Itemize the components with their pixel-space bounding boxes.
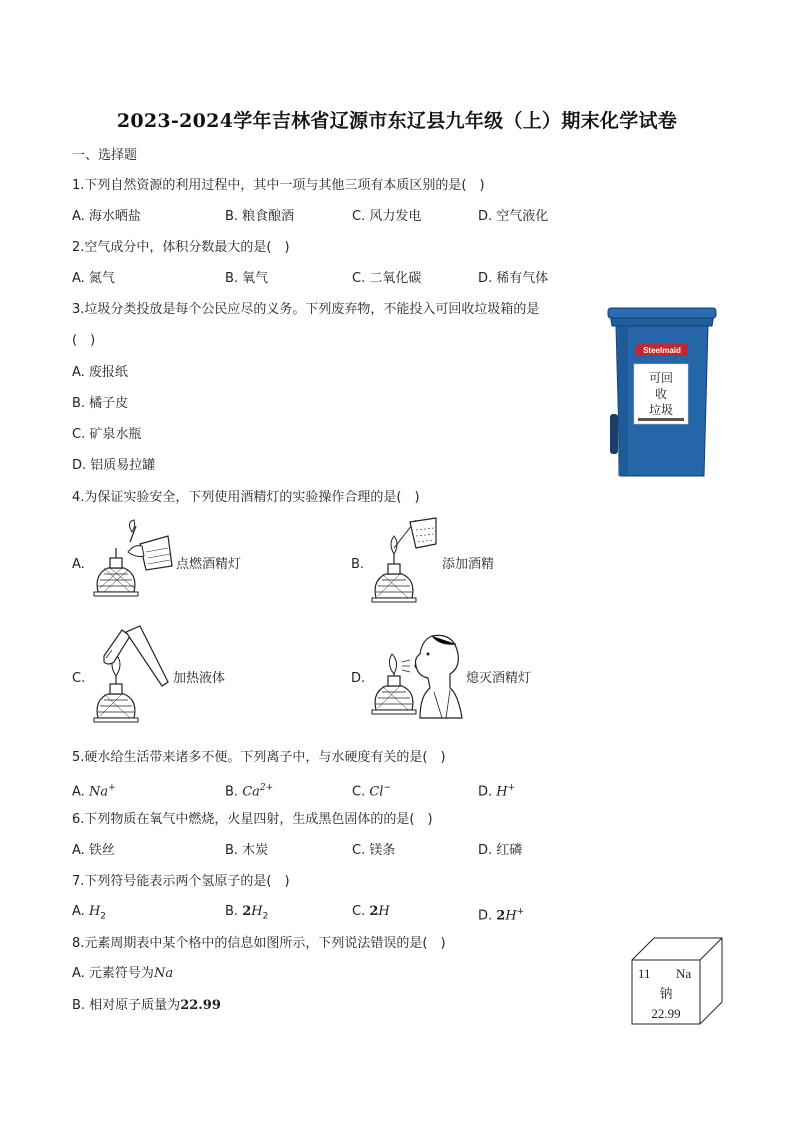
page-title: 2023-2024学年吉林省辽源市东辽县九年级（上）期末化学试卷 xyxy=(116,110,678,132)
q7-option-b-coefficient: 2 xyxy=(242,904,252,919)
cell-atomic-number: 11 xyxy=(638,966,651,981)
question-7-stem: 7.下列符号能表示两个氢原子的是( ) xyxy=(72,874,290,889)
q8-option-b xyxy=(72,998,221,1014)
q5-option-b-symbol: Ca xyxy=(242,784,260,800)
q1-option-d: D. 空气液化 xyxy=(478,209,549,224)
q1-option-b: B. 粮食酿酒 xyxy=(225,209,295,224)
q7-option-d xyxy=(478,904,524,924)
q7-option-c-prefix: C. xyxy=(352,904,370,919)
q5-option-b xyxy=(225,780,273,800)
q7-option-c xyxy=(352,904,390,920)
q2-option-a: A. 氮气 xyxy=(72,271,115,286)
q2-option-c: C. 二氧化碳 xyxy=(352,271,422,286)
lighting-alcohol-lamp-illustration xyxy=(90,522,174,604)
question-3-stem-bracket: ( ) xyxy=(72,333,96,348)
section-heading: 一、选择题 xyxy=(72,148,138,163)
question-1-stem: 1.下列自然资源的利用过程中，其中一项与其他三项有本质区别的是( ) xyxy=(72,178,485,193)
q7-option-d-coefficient: 2 xyxy=(496,908,506,924)
q4-option-b-caption: 添加酒精 xyxy=(442,557,495,572)
q1-option-a: A. 海水晒盐 xyxy=(72,209,141,224)
q6-option-d: D. 红磷 xyxy=(478,843,523,858)
periodic-table-cell-sodium xyxy=(632,938,724,1026)
q7-option-d-charge: + xyxy=(516,907,525,917)
q4-option-c-caption: 加热液体 xyxy=(173,671,226,686)
q4-option-a-letter: A. xyxy=(72,557,85,572)
q7-option-a-symbol: H xyxy=(88,904,101,919)
question-6-stem: 6.下列物质在氧气中燃烧，火星四射，生成黑色固体的的是( ) xyxy=(72,812,433,827)
q7-option-a xyxy=(72,904,106,925)
question-5-stem: 5.硬水给生活带来诸多不便。下列离子中，与水硬度有关的是( ) xyxy=(72,750,446,765)
q5-option-c-charge: − xyxy=(383,783,391,793)
q5-option-a xyxy=(72,780,116,800)
q5-option-d-symbol: H xyxy=(496,784,508,800)
q8-option-b-prefix: B. 相对原子质量为 xyxy=(72,998,181,1013)
q4-option-d-caption: 熄灭酒精灯 xyxy=(466,671,532,686)
q3-option-a: A. 废报纸 xyxy=(72,365,128,380)
q8-option-a-prefix: A. 元素符号为 xyxy=(72,966,154,981)
q2-option-b: B. 氧气 xyxy=(225,271,269,286)
q7-option-c-symbol: H xyxy=(378,904,390,919)
q5-option-c-prefix: C. xyxy=(352,784,370,800)
q7-option-d-prefix: D. xyxy=(478,908,497,924)
recycling-bin-image xyxy=(606,304,718,480)
cell-atomic-mass: 22.99 xyxy=(651,1006,681,1021)
q5-option-c-symbol: Cl xyxy=(369,784,384,800)
q6-option-c: C. 镁条 xyxy=(352,843,396,858)
bin-label-line-2: 收 xyxy=(654,387,668,401)
q3-option-c: C. 矿泉水瓶 xyxy=(72,427,142,442)
question-2-stem: 2.空气成分中，体积分数最大的是( ) xyxy=(72,240,290,255)
q7-option-a-prefix: A. xyxy=(72,904,89,919)
bin-label-line-3: 垃圾 xyxy=(648,403,674,417)
q1-option-c: C. 风力发电 xyxy=(352,209,422,224)
q3-option-b: B. 橘子皮 xyxy=(72,396,129,411)
q7-option-c-coefficient: 2 xyxy=(369,904,379,919)
question-8-stem: 8.元素周期表中某个格中的信息如图所示，下列说法错误的是( ) xyxy=(72,936,446,951)
cell-element-symbol: Na xyxy=(676,966,692,981)
q2-option-d: D. 稀有气体 xyxy=(478,271,549,286)
q4-option-d-letter: D. xyxy=(351,671,366,686)
q6-option-b: B. 木炭 xyxy=(225,843,269,858)
question-3-stem: 3.垃圾分类投放是每个公民应尽的义务。下列废弃物，不能投入可回收垃圾箱的是 xyxy=(72,302,540,317)
q7-option-d-symbol: H xyxy=(505,908,517,924)
q7-option-b-symbol: H xyxy=(251,904,263,919)
q5-option-b-charge: 2+ xyxy=(259,783,274,793)
q5-option-a-charge: + xyxy=(108,783,116,793)
q8-option-b-value: 22.99 xyxy=(180,998,221,1013)
question-4-stem: 4.为保证实验安全，下列使用酒精灯的实验操作合理的是( ) xyxy=(72,490,420,505)
q7-option-a-subscript: 2 xyxy=(100,911,107,922)
q5-option-d xyxy=(478,780,515,800)
q8-option-a xyxy=(72,966,173,982)
heating-liquid-illustration xyxy=(92,626,172,730)
q7-option-b-prefix: B. xyxy=(225,904,243,919)
q4-option-a-caption: 点燃酒精灯 xyxy=(176,557,242,572)
extinguishing-lamp-illustration xyxy=(370,632,466,722)
adding-alcohol-illustration xyxy=(370,518,442,610)
q5-option-b-prefix: B. xyxy=(225,784,243,800)
cell-element-name: 钠 xyxy=(659,987,673,1002)
bin-brand-label: Steelmaid xyxy=(643,346,681,355)
q4-option-b-letter: B. xyxy=(351,557,365,572)
q6-option-a: A. 铁丝 xyxy=(72,843,115,858)
q8-option-a-symbol: Na xyxy=(153,966,174,981)
q7-option-b-subscript: 2 xyxy=(262,911,269,922)
q5-option-a-prefix: A. xyxy=(72,784,89,800)
bin-label-line-1: 可回 xyxy=(648,371,674,385)
q5-option-d-charge: + xyxy=(507,783,516,793)
q7-option-b xyxy=(225,904,268,925)
q5-option-c xyxy=(352,780,391,800)
q5-option-a-symbol: Na xyxy=(88,784,109,800)
q4-option-c-letter: C. xyxy=(72,671,86,686)
q5-option-d-prefix: D. xyxy=(478,784,497,800)
q3-option-d: D. 铝质易拉罐 xyxy=(72,458,156,473)
